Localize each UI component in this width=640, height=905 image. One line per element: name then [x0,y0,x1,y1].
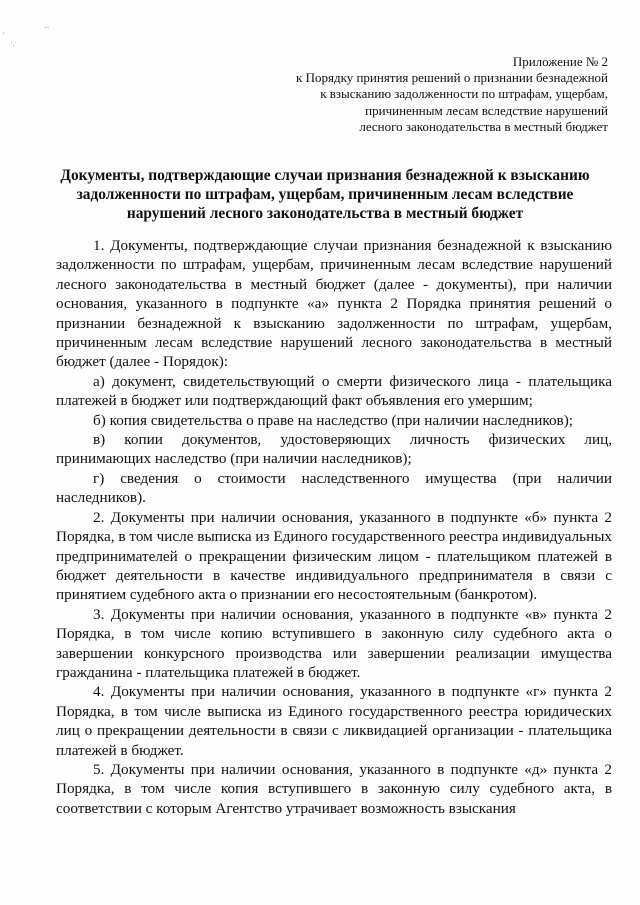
scan-speck: ·. [10,39,15,48]
subitem-v: в) копии документов, удостоверяющих личность физических лиц, принимающих наследство (при наличии наследников); [56,431,612,468]
scan-speck: · [2,29,5,38]
title-line: Документы, подтверждающие случаи признания безнадежной к взысканию [60,167,590,184]
paragraph-5: 5. Документы при наличии основания, указанного в подпункте «д» пункта 2 Порядка, в том числе копия вступившего в законную силу судебного акта, в соответствии с которым Агентство утрачивает возможность взыскания [56,760,612,817]
subitem-a: а) документ, свидетельствующий о смерти физического лица - плательщика платежей в бюджет или подтверждающий факт объявления его умершим; [56,372,612,410]
appendix-reference-line: к взысканию задолженности по штрафам, ущербам, [320,86,608,102]
scan-speck: ‥ [44,21,50,30]
paragraph-1: 1. Документы, подтверждающие случаи признания безнадежной к взысканию задолженности по штрафам, ущербам, причиненным лесам вследствие нарушений лесного законодательства в местный бюджет (далее - документы), при наличии основания, указанного в подпункте «а» пункта 2 Порядка принятия решений о признании безнадежной к взысканию задолженности по штрафам, ущербам, причиненным лесам вследствие нарушений лесного законодательства в местный бюджет (далее - Порядок): [56,237,612,371]
subitem-g: г) сведения о стоимости наследственного имущества (при наличии наследников). [56,469,612,507]
appendix-reference-line: к Порядку принятия решений о признании безнадежной [296,70,608,86]
paragraph-3: 3. Документы при наличии основания, указанного в подпункте «в» пункта 2 Порядка, в том числе копию вступившего в законную силу судебного акта о завершении конкурсного производства или завершении реализации имущества гражданина - плательщика платежей в бюджет. [56,605,612,681]
appendix-header [248,54,608,135]
title-line: нарушений лесного законодательства в местный бюджет [126,205,524,222]
title-line: задолженности по штрафам, ущербам, причиненным лесам вследствие [76,186,574,203]
document-body [56,236,612,818]
paragraph-4: 4. Документы при наличии основания, указанного в подпункте «г» пункта 2 Порядка, в том числе выписка из Единого государственного реестра юридических лиц о прекращении деятельности в связи с ликвидацией организации - плательщика платежей в бюджет. [56,683,612,759]
document-title [50,166,600,223]
paragraph-2: 2. Документы при наличии основания, указанного в подпункте «б» пункта 2 Порядка, в том числе выписка из Единого государственного реестра индивидуальных предпринимателей о прекращении физическим лицом - плательщиком платежей в бюджет деятельности в качестве индивидуального предпринимателя в связи с принятием судебного акта о признании его несостоятельным (банкротом). [56,508,612,604]
appendix-number: Приложение № 2 [512,54,608,69]
appendix-reference-line: лесного законодательства в местный бюджет [359,118,608,134]
subitem-b: б) копия свидетельства о праве на наследство (при наличии наследников); [93,411,573,429]
appendix-reference-line: причиненным лесам вследствие нарушений [365,102,608,118]
